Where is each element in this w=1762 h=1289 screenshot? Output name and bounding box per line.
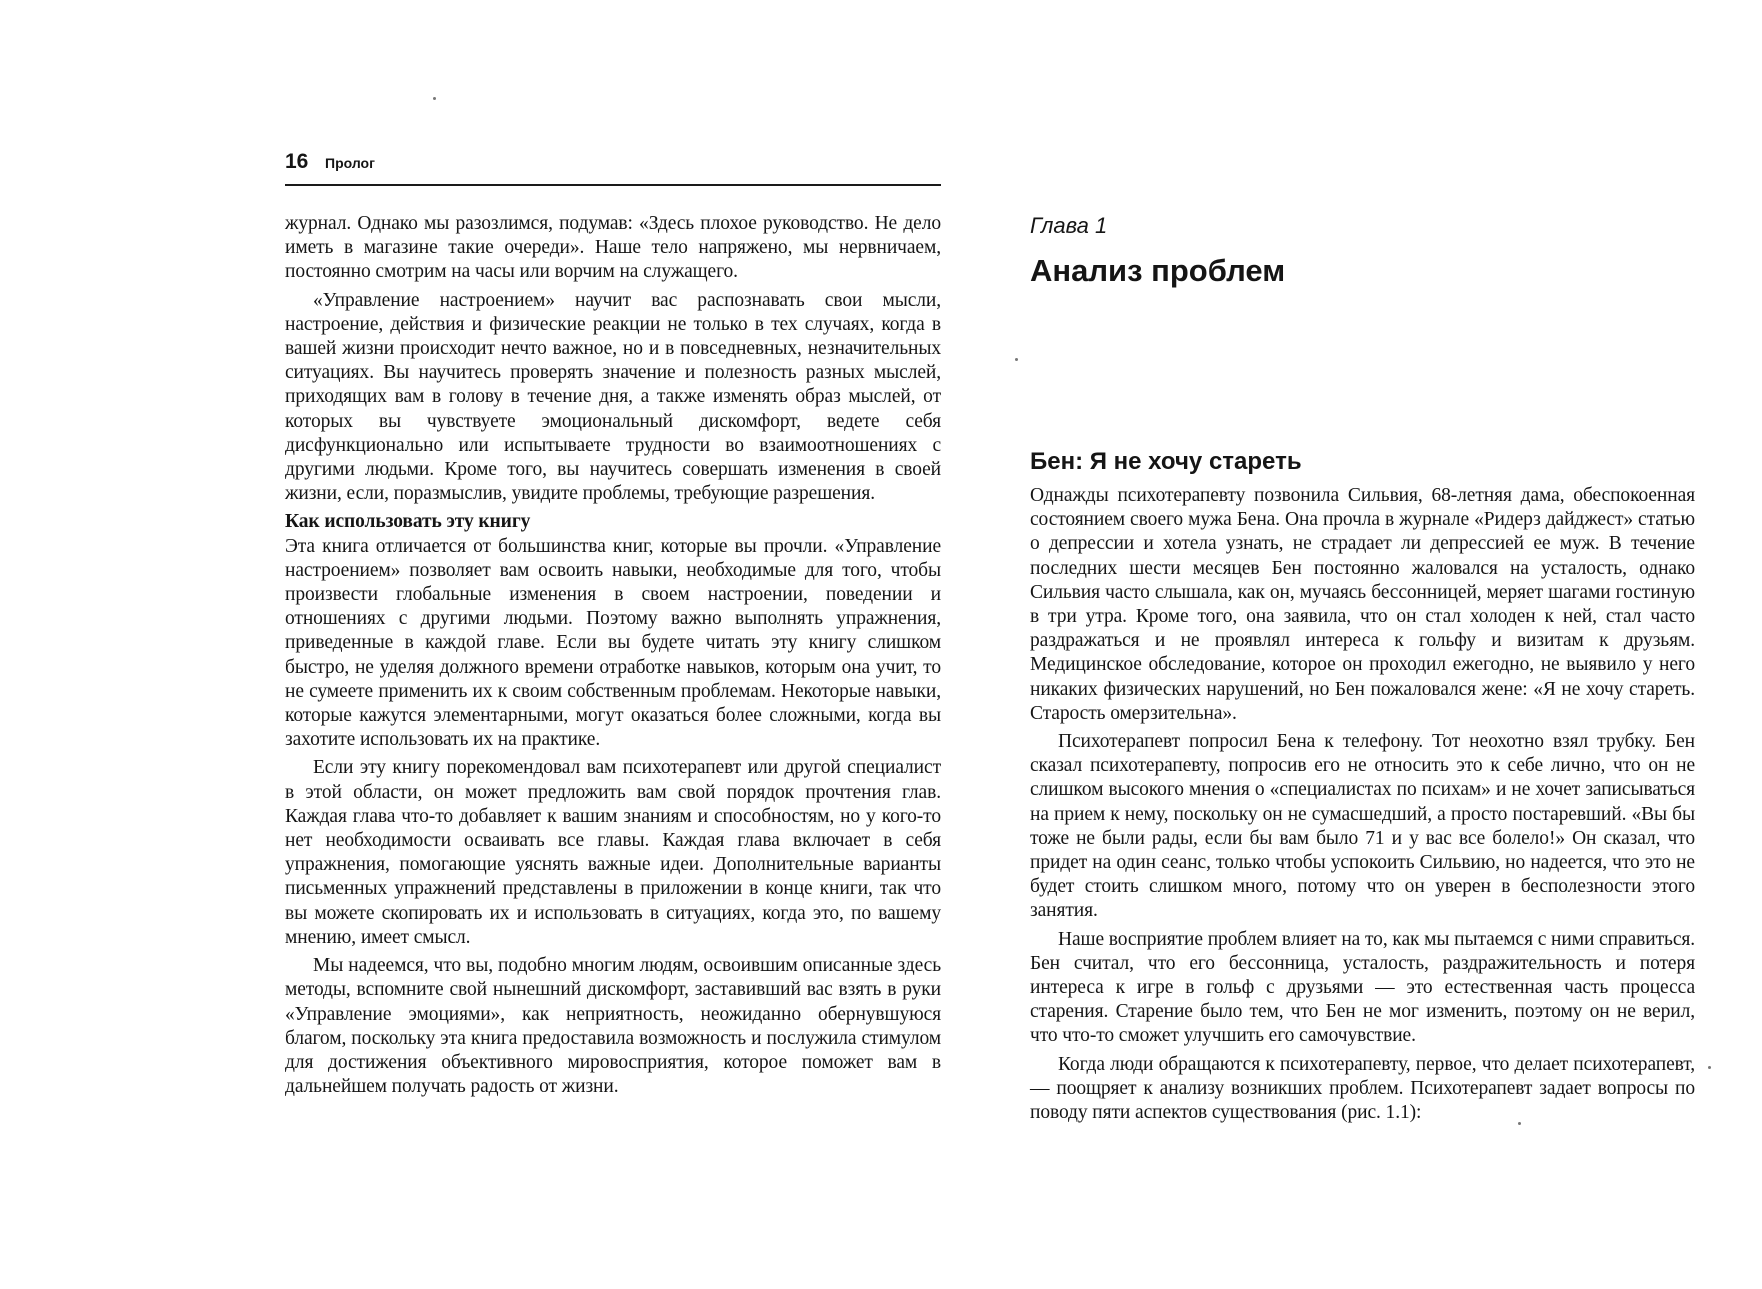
paragraph: Наше восприятие проблем влияет на то, как мы пытаемся с ними справиться. Бен считал, что его бессонница, усталость, раздражительность и потеря интереса к игре в гольф с друзьями — это естественная часть процесса старения. Старение было тем, что Бен не мог изменить, поэтому он не верил, что что-то сможет улучшить его самочувствие.: [1030, 928, 1696, 1047]
running-title: Пролог: [325, 155, 375, 171]
scan-speck: [1708, 1066, 1711, 1069]
section-heading: Как использовать эту книгу: [285, 511, 531, 533]
right-body-text: [1030, 484, 1695, 1129]
paragraph: «Управление настроением» научит вас распознавать свои мысли, настроение, действия и физические реакции не только в тех случаях, когда в вашей жизни происходит нечто важное, но и в повседневных, незначительных ситуациях. Вы научитесь проверять значение и полезность разных мыслей, приходящих вам в голову в течение дня, а также изменять образ мыслей, от которых вы чувствуете эмоциональный дискомфорт, ведете себя дисфункционально или испытываете трудности во взаимоотношениях с другими людьми. Кроме того, вы научитесь совершать изменения в своей жизни, если, поразмыслив, увидите проблемы, требующие разрешения.: [285, 289, 941, 505]
paragraph: Психотерапевт попросил Бена к телефону. Тот неохотно взял трубку. Бен сказал психотерапевту, попросив его не относить это к себе лично, что он не слишком высокого мнения о «специалистах по психам» и не хочет записываться на прием к нему, поскольку он не сумасшедший, а просто постаревший. «Вы бы тоже не были рады, если бы вам было 71 и у вас все болело!» Он сказал, что придет на один сеанс, только чтобы успокоить Сильвию, но надеется, что это не будет стоить слишком много, потому что он уверен в бесполезности этого занятия.: [1030, 731, 1695, 922]
running-head: [285, 148, 941, 186]
scan-speck: [1015, 358, 1018, 361]
paragraph: Однажды психотерапевту позвонила Сильвия, 68-летняя дама, обеспокоенная состоянием своего мужа Бена. Она прочла в журнале «Ридерз дайджест» статью о депрессии и хотела узнать, не страдает ли депрессией ее муж. В течение последних шести месяцев Бен постоянно жаловался на усталость, однако Сильвия часто слышала, как он, мучаясь бессонницей, меряет шагами гостиную в три утра. Кроме того, она заявила, что он стал холоден к ней, стал часто раздражаться и не проявлял интереса к гольфу и визитам к друзьям. Медицинское обследование, которое он проходил ежегодно, не выявило у него никаких физических нарушений, но Бен пожаловался жене: «Я не хочу стареть. Старость омерзительна».: [1030, 485, 1695, 724]
paragraph: Эта книга отличается от большинства книг, которые вы прочли. «Управление настроением» позволяет вам освоить навыки, необходимые для того, чтобы произвести глобальные изменения в своем настроении, поведении и отношениях с другими людьми. Поэтому важно выполнять упражнения, приведенные в каждой главе. Если вы будете читать эту книгу слишком быстро, не уделяя должного времени отработке навыков, которым она учит, то не сумеете применить их к своим собственным проблемам. Некоторые навыки, которые кажутся элементарными, могут оказаться более сложными, когда вы захотите использовать их на практике.: [285, 535, 941, 751]
right-page: [880, 0, 1762, 1289]
left-body-text: [285, 212, 941, 1103]
scan-speck: [1518, 1122, 1521, 1125]
paragraph: Если эту книгу порекомендовал вам психотерапевт или другой специалист в этой области, он может предложить вам свой порядок прочтения глав. Каждая глава что-то добавляет к вашим знаниям и способностям, но у кого-то нет необходимости осваивать все главы. Каждая глава включает в себя упражнения, помогающие уяснять важные идеи. Дополнительные варианты письменных упражнений представлены в приложении в конце книги, так что вы можете скопировать их и использовать в ситуациях, когда это, по вашему мнению, имеет смысл.: [285, 757, 941, 948]
page-number: 16: [285, 150, 309, 173]
paragraph: Когда люди обращаются к психотерапевту, первое, что делает психотерапевт, — поощряет к анализу возникших проблем. Психотерапевт задает вопросы по поводу пяти аспектов существования (рис. 1.1):: [1030, 1053, 1695, 1124]
chapter-label: Глава 1: [1030, 213, 1108, 238]
case-heading: Бен: Я не хочу стареть: [1030, 448, 1302, 475]
paragraph: журнал. Однако мы разозлимся, подумав: «Здесь плохое руководство. Не дело иметь в магазине такие очереди». Наше тело напряжено, мы нервничаем, постоянно смотрим на часы или ворчим на служащего.: [285, 213, 941, 283]
scan-speck: [433, 97, 436, 100]
chapter-title: Анализ проблем: [1030, 253, 1286, 288]
paragraph: Мы надеемся, что вы, подобно многим людям, освоившим описанные здесь методы, вспомните свой нынешний дискомфорт, заставивший вас взять в руки «Управление эмоциями», как неприятность, неожиданно обернувшуюся благом, поскольку эта книга предоставила возможность и послужила стимулом для достижения объективного мировосприятия, которое поможет вам в дальнейшем получать радость от жизни.: [285, 955, 941, 1098]
